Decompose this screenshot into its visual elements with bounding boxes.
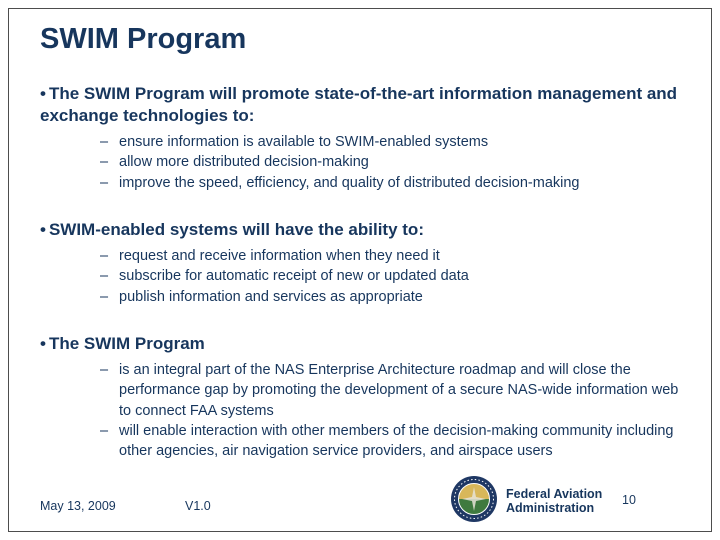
sub-bullet-item [40, 360, 689, 421]
bullet-item [40, 83, 689, 127]
sub-bullet-text: allow more distributed decision-making [119, 154, 369, 171]
dash-marker: – [100, 423, 109, 440]
slide [8, 8, 712, 532]
bullet-text: The SWIM Program [48, 334, 205, 354]
sub-bullet-text: improve the speed, efficiency, and quality of distributed decision-making [119, 174, 580, 191]
sub-bullet-item [40, 132, 689, 152]
bullet-text: The SWIM Program will promote state-of-the-art information management and exchange technologies to: [40, 84, 678, 126]
dash-marker: – [100, 154, 109, 171]
dash-marker: – [100, 174, 109, 191]
sub-bullet-item [40, 266, 689, 286]
footer-date: May 13, 2009 [40, 499, 116, 513]
dash-marker: – [100, 288, 109, 305]
sub-bullet-text: publish information and services as appropriate [119, 288, 423, 305]
sub-bullet-text: ensure information is available to SWIM-enabled systems [119, 134, 489, 151]
bullet-group [40, 219, 689, 307]
faa-seal-icon [450, 475, 498, 523]
page-title: SWIM Program [40, 23, 247, 55]
bullet-marker: • [40, 220, 46, 240]
sub-bullet-text: is an integral part of the NAS Enterprise Architecture roadmap and will close the performance gap by promoting the development of a secure NAS-wide information web to connect FAA systems [119, 362, 679, 419]
org-name-line2: Administration [506, 501, 595, 516]
sub-bullet-item [40, 152, 689, 172]
org-name-line1: Federal Aviation [506, 486, 603, 501]
sub-bullet-list [40, 360, 689, 461]
bullet-text: SWIM-enabled systems will have the ability to: [48, 220, 424, 240]
dash-marker: – [100, 362, 109, 379]
sub-bullet-text: will enable interaction with other members of the decision-making community including other agencies, air navigation service providers, and airspace users [119, 423, 674, 460]
dash-marker: – [100, 134, 109, 151]
sub-bullet-item [40, 173, 689, 193]
sub-bullet-item [40, 246, 689, 266]
sub-bullet-item [40, 421, 689, 462]
slide-body [40, 83, 689, 488]
sub-bullet-item [40, 287, 689, 307]
bullet-marker: • [40, 84, 46, 103]
bullet-item [40, 219, 689, 241]
sub-bullet-list [40, 132, 689, 193]
bullet-item [40, 333, 689, 355]
page-number: 10 [622, 493, 636, 507]
footer-version: V1.0 [185, 499, 211, 513]
sub-bullet-text: subscribe for automatic receipt of new or updated data [119, 268, 469, 285]
dash-marker: – [100, 268, 109, 285]
bullet-group [40, 333, 689, 462]
sub-bullet-text: request and receive information when they need it [119, 248, 440, 265]
dash-marker: – [100, 248, 109, 265]
bullet-group [40, 83, 689, 193]
bullet-marker: • [40, 334, 46, 354]
org-name [506, 487, 602, 517]
sub-bullet-list [40, 246, 689, 307]
